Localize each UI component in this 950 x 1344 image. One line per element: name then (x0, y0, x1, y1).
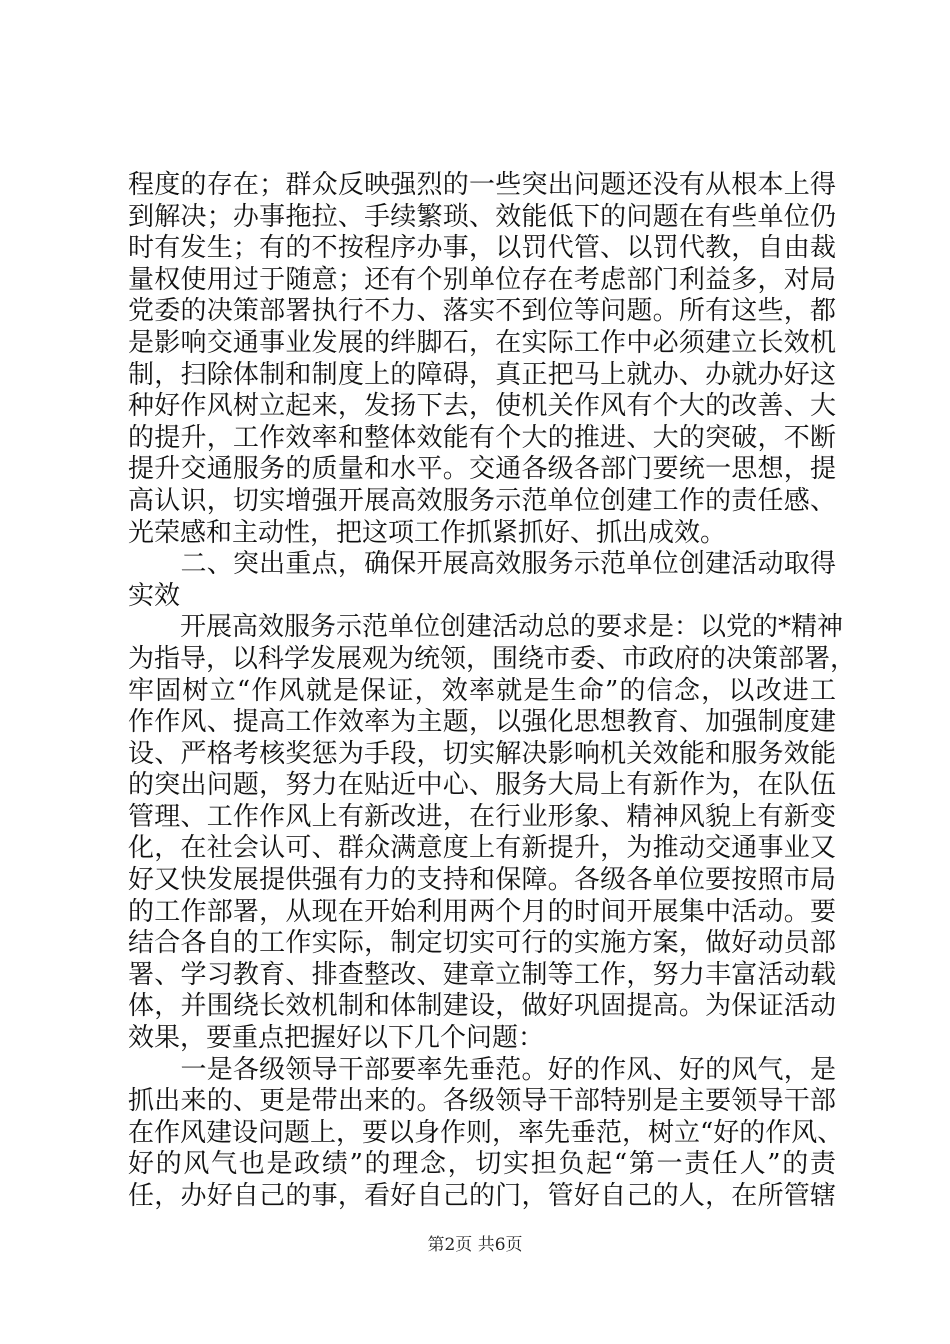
text-line: 牢固树立“作风就是保证，效率就是生命”的信念，以改进工 (128, 675, 836, 706)
text-line: 署、学习教育、排查整改、建章立制等工作，努力丰富活动载 (128, 959, 836, 990)
text-line: 好的风气也是政绩”的理念，切实担负起“第一责任人”的责 (128, 1149, 836, 1180)
text-line: 量权使用过于随意；还有个别单位存在考虑部门利益多，对局 (128, 264, 836, 295)
text-line: 到解决；办事拖拉、手续繁琐、效能低下的问题在有些单位仍 (128, 201, 836, 232)
text-line: 党委的决策部署执行不力、落实不到位等问题。所有这些，都 (128, 296, 836, 327)
text-line: 的工作部署，从现在开始利用两个月的时间开展集中活动。要 (128, 896, 836, 927)
text-line: 时有发生；有的不按程序办事，以罚代管、以罚代教，自由裁 (128, 233, 836, 264)
text-line: 好又快发展提供强有力的支持和保障。各级各单位要按照市局 (128, 865, 836, 896)
text-line: 效果，要重点把握好以下几个问题： (128, 1023, 545, 1054)
text-line: 的突出问题，努力在贴近中心、服务大局上有新作为，在队伍 (128, 770, 836, 801)
text-line: 的提升，工作效率和整体效能有个大的推进、大的突破，不断 (128, 422, 836, 453)
text-line: 一是各级领导干部要率先垂范。好的作风、好的风气，是 (128, 1054, 836, 1085)
text-line: 提升交通服务的质量和水平。交通各级各部门要统一思想，提 (128, 454, 836, 485)
text-line: 为指导，以科学发展观为统领，围绕市委、市政府的决策部署， (128, 643, 857, 674)
text-line: 管理、工作作风上有新改进，在行业形象、精神风貌上有新变 (128, 801, 836, 832)
document-body (128, 170, 857, 1213)
text-line: 结合各自的工作实际，制定切实可行的实施方案，做好动员部 (128, 928, 836, 959)
text-line: 制，扫除体制和制度上的障碍，真正把马上就办、办就办好这 (128, 359, 836, 390)
text-line: 在作风建设问题上，要以身作则，率先垂范，树立“好的作风、 (128, 1117, 844, 1148)
text-line: 程度的存在；群众反映强烈的一些突出问题还没有从根本上得 (128, 170, 836, 200)
text-line: 高认识，切实增强开展高效服务示范单位创建工作的责任感、 (128, 485, 836, 516)
section-heading-line: 二、突出重点，确保开展高效服务示范单位创建活动取得 (128, 549, 836, 580)
page-number-footer: 第2页 共6页 (427, 1235, 523, 1255)
text-line: 作作风、提高工作效率为主题，以强化思想教育、加强制度建 (128, 707, 836, 738)
section-heading-line: 实效 (128, 580, 181, 611)
text-line: 开展高效服务示范单位创建活动总的要求是：以党的*精神 (128, 612, 844, 643)
text-line: 光荣感和主动性，把这项工作抓紧抓好、抓出成效。 (128, 517, 727, 548)
text-line: 化，在社会认可、群众满意度上有新提升，为推动交通事业又 (128, 833, 836, 864)
text-line: 是影响交通事业发展的绊脚石，在实际工作中必须建立长效机 (128, 327, 836, 358)
text-line: 种好作风树立起来，发扬下去，使机关作风有个大的改善、大 (128, 391, 836, 422)
text-line: 抓出来的、更是带出来的。各级领导干部特别是主要领导干部 (128, 1086, 836, 1117)
text-line: 体，并围绕长效机制和体制建设，做好巩固提高。为保证活动 (128, 991, 836, 1022)
text-line: 设、严格考核奖惩为手段，切实解决影响机关效能和服务效能 (128, 738, 836, 769)
text-line: 任，办好自己的事，看好自己的门，管好自己的人，在所管辖 (128, 1181, 836, 1211)
